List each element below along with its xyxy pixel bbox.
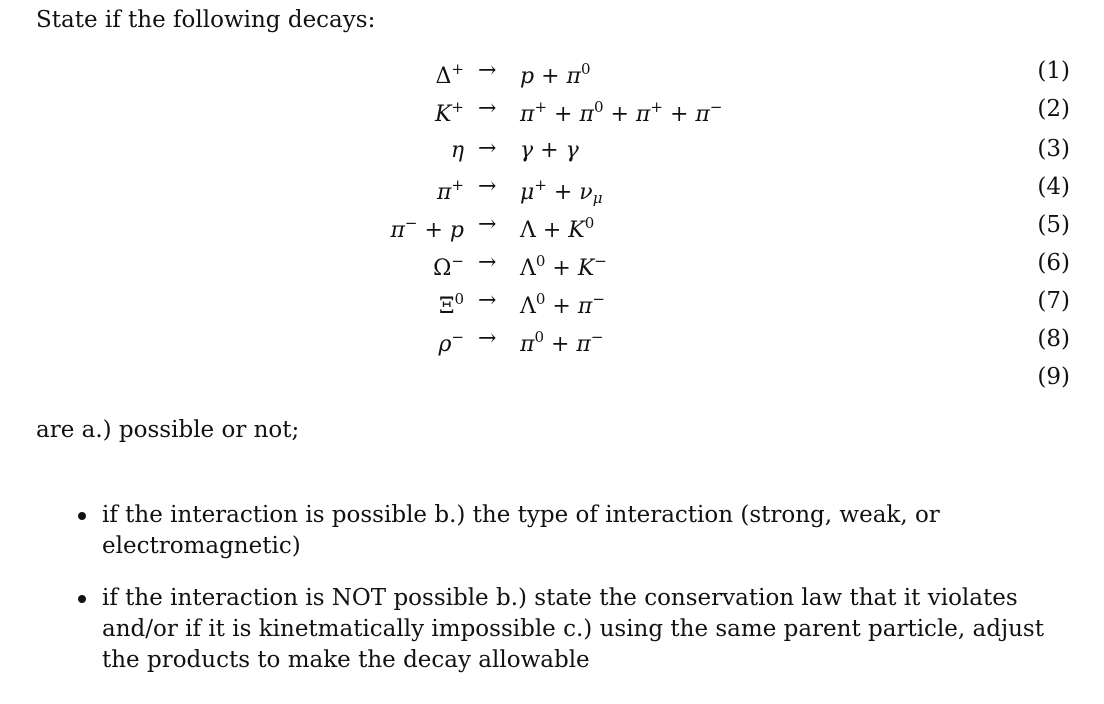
eq-lhs: K+ (434, 98, 464, 127)
equation-row (0, 92, 1104, 130)
arrow: → (478, 212, 497, 237)
eq-rhs: $\Lambda^0 + \pi^-$ (520, 290, 605, 319)
arrow: → (478, 250, 497, 275)
bullet-list (76, 500, 1076, 697)
equation-row (0, 246, 1104, 284)
arrow: → (478, 136, 497, 161)
arrow: → (478, 288, 497, 313)
list-item: if the interaction is possible b.) the type of interaction (strong, weak, or electromagnetic) (76, 500, 1076, 562)
equation-number: (4) (1037, 174, 1070, 200)
equation-number: (2) (1037, 96, 1070, 122)
question-text: are a.) possible or not; (36, 417, 300, 443)
equation-row (0, 54, 1104, 92)
arrow: → (478, 326, 497, 351)
equation-number: (9) (1037, 364, 1070, 390)
equation-row (0, 322, 1104, 360)
equation-number: (8) (1037, 326, 1070, 352)
equation-row (0, 360, 1104, 398)
eq-rhs: $\Lambda^0 + K^-$ (520, 252, 607, 281)
arrow: → (478, 96, 497, 121)
equation-row (0, 284, 1104, 322)
equation-number: (1) (1037, 58, 1070, 84)
eq-rhs: $p + \pi^0$ (520, 60, 591, 89)
equation-number: (5) (1037, 212, 1070, 238)
equation-row (0, 170, 1104, 208)
list-item: if the interaction is NOT possible b.) state the conservation law that it violates and/or if it is kinetmatically impossible c.) using the same parent particle, adjust the products to make the decay allowable (76, 583, 1076, 676)
arrow: → (478, 58, 497, 83)
eq-rhs: γ + γ (520, 138, 579, 163)
eq-rhs: $\Lambda + K^0$ (520, 214, 595, 243)
eq-lhs: ρ− (438, 328, 464, 357)
eq-lhs: η (450, 138, 464, 163)
intro-text: State if the following decays: (36, 7, 376, 33)
equation-number: (7) (1037, 288, 1070, 314)
equation-number: (3) (1037, 136, 1070, 162)
equation-row (0, 208, 1104, 246)
eq-rhs: $\mu^+ + \nu_\mu$ (520, 176, 603, 207)
eq-rhs: $\pi^0 + \pi^-$ (520, 328, 604, 357)
eq-lhs: Ω− (433, 252, 464, 281)
equation-number: (6) (1037, 250, 1070, 276)
eq-rhs: $\pi^+ + \pi^0 + \pi^+ + \pi^-$ (520, 98, 723, 127)
eq-lhs: π+ (436, 176, 464, 205)
equation-row (0, 132, 1104, 170)
eq-lhs: Δ+ (435, 60, 464, 89)
eq-lhs: π− + p (390, 214, 464, 243)
arrow: → (478, 174, 497, 199)
eq-lhs: $\Xi^0$ (438, 290, 464, 319)
